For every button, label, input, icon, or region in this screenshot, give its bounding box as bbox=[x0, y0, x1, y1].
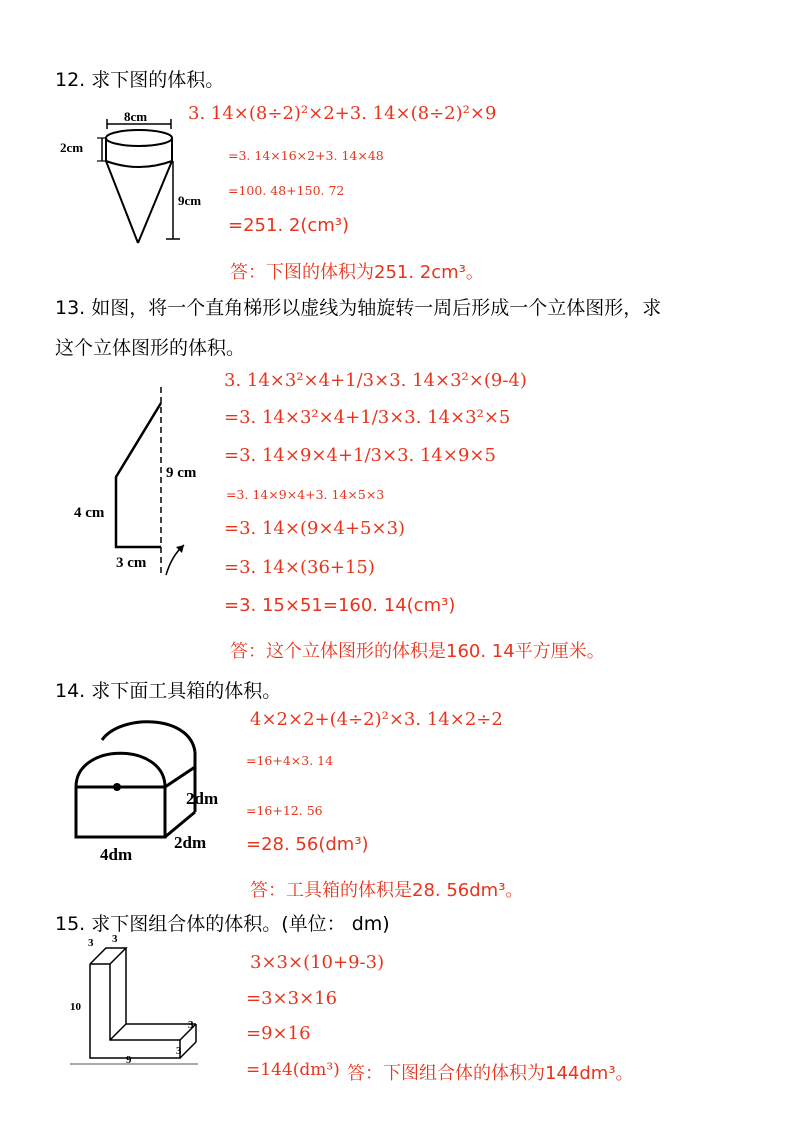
q15-label-left: 10 bbox=[70, 1001, 81, 1013]
q13-line-2: =3. 14×3²×4+1/3×3. 14×3²×5 bbox=[224, 407, 511, 428]
q15-l-shape-figure bbox=[66, 930, 206, 1070]
q15-label-top-b: 3 bbox=[112, 933, 118, 945]
q14-label-depth: 2dm bbox=[174, 833, 207, 852]
q13-title-line-1: 13. 如图，将一个直角梯形以虚线为轴旋转一周后形成一个立体图形，求 bbox=[55, 297, 662, 319]
q15-line-2: =3×3×16 bbox=[246, 988, 338, 1009]
q15-line-3: =9×16 bbox=[246, 1023, 311, 1044]
q12-cylinder-cone-figure bbox=[60, 105, 220, 255]
q12-line-3: =100. 48+150. 72 bbox=[228, 183, 345, 198]
q13-answer: 答：这个立体图形的体积是160. 14平方厘米。 bbox=[230, 641, 605, 662]
q14-line-2: =16+4×3. 14 bbox=[246, 753, 334, 768]
q14-answer: 答：工具箱的体积是28. 56dm³。 bbox=[250, 880, 524, 901]
q13-line-1: 3. 14×3²×4+1/3×3. 14×3²×(9-4) bbox=[224, 370, 527, 391]
q12-line-1: 3. 14×(8÷2)²×2+3. 14×(8÷2)²×9 bbox=[188, 103, 497, 124]
q12-line-2: =3. 14×16×2+3. 14×48 bbox=[228, 148, 384, 163]
q13-line-5: =3. 14×(9×4+5×3) bbox=[224, 518, 406, 539]
q13-title-line-2: 这个立体图形的体积。 bbox=[55, 337, 246, 359]
q15-line-4: =144(dm³) bbox=[246, 1060, 340, 1080]
q14-title: 14. 求下面工具箱的体积。 bbox=[55, 680, 282, 702]
q14-label-width: 4dm bbox=[100, 845, 133, 864]
q13-line-4: =3. 14×9×4+3. 14×5×3 bbox=[226, 487, 385, 502]
q13-label-height-total: 9 cm bbox=[166, 465, 197, 481]
q12-answer: 答：下图的体积为251. 2cm³。 bbox=[230, 262, 484, 283]
q12-title: 12. 求下图的体积。 bbox=[55, 69, 225, 91]
q14-line-3: =16+12. 56 bbox=[246, 803, 323, 818]
q15-label-top-a: 3 bbox=[88, 937, 94, 949]
q14-line-4: =28. 56(dm³) bbox=[246, 834, 369, 855]
q15-answer: 答：下图组合体的体积为144dm³。 bbox=[347, 1063, 634, 1084]
q15-label-right-b: 3 bbox=[176, 1045, 182, 1057]
q12-label-diameter: 8cm bbox=[124, 109, 148, 124]
q13-label-bottom: 3 cm bbox=[116, 555, 147, 571]
q15-title: 15. 求下图组合体的体积。(单位： dm) bbox=[55, 913, 390, 935]
q14-toolbox-figure bbox=[70, 712, 230, 872]
q13-line-7: =3. 15×51=160. 14(cm³) bbox=[224, 595, 456, 616]
q14-label-height: 2dm bbox=[186, 789, 219, 808]
q15-label-right-a: 3 bbox=[188, 1019, 194, 1031]
q13-line-6: =3. 14×(36+15) bbox=[224, 557, 375, 578]
q15-label-bottom: 9 bbox=[126, 1054, 132, 1066]
q12-line-4: =251. 2(cm³) bbox=[228, 215, 350, 236]
q13-line-3: =3. 14×9×4+1/3×3. 14×9×5 bbox=[224, 445, 496, 466]
q13-trapezoid-figure bbox=[70, 385, 200, 585]
q12-label-cyl-height: 2cm bbox=[60, 140, 84, 155]
q13-label-height-left: 4 cm bbox=[74, 505, 105, 521]
q14-line-1: 4×2×2+(4÷2)²×3. 14×2÷2 bbox=[250, 709, 503, 730]
q12-label-cone-height: 9cm bbox=[178, 193, 202, 208]
q15-line-1: 3×3×(10+9-3) bbox=[250, 952, 385, 973]
